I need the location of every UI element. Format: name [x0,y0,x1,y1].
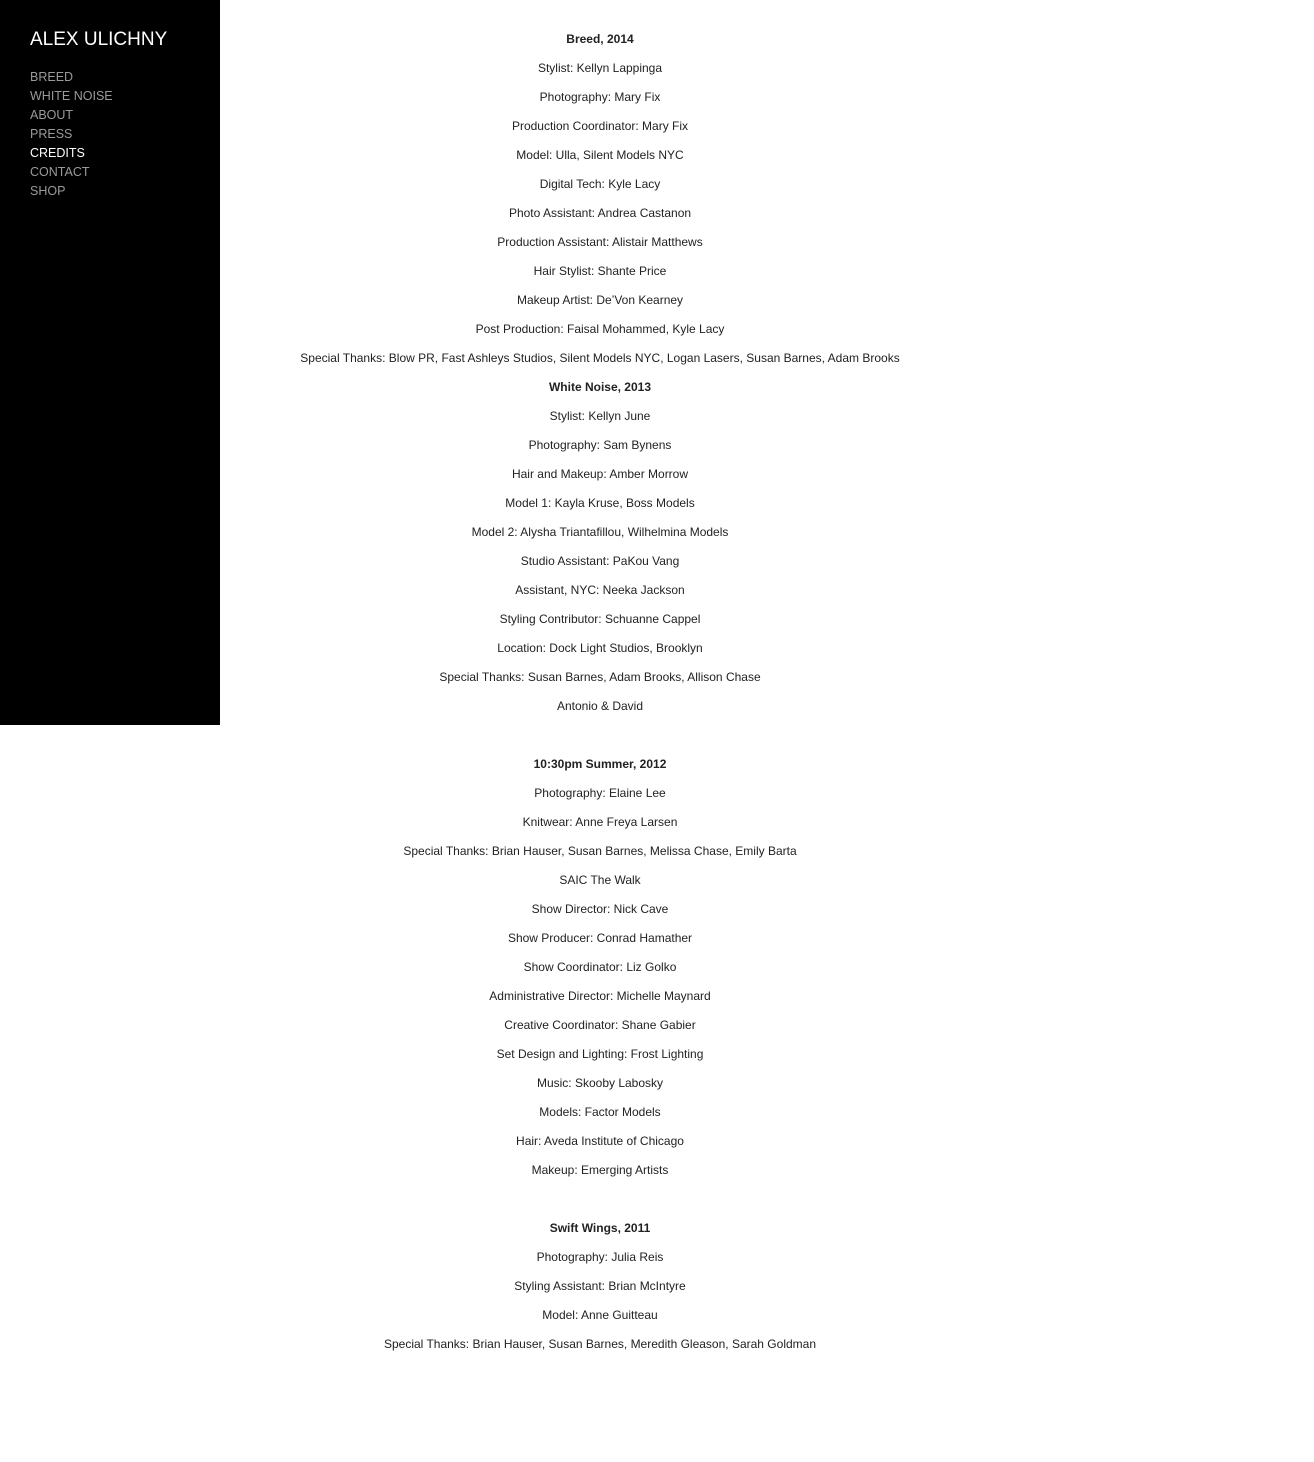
credit-line: Styling Assistant: Brian McIntyre [514,1279,686,1293]
section-spacer [220,723,980,752]
credit-line: Special Thanks: Brian Hauser, Susan Barnes, Meredith Gleason, Sarah Goldman [383,1337,816,1351]
nav-item-about[interactable]: ABOUT [30,108,74,122]
credit-line: Studio Assistant: PaKou Vang [520,554,680,568]
credit-line: Special Thanks: Blow PR, Fast Ashleys Studios, Silent Models NYC, Logan Lasers, Susan Barnes, Adam Brooks [300,351,900,365]
credit-line: Photography: Julia Reis [536,1250,664,1264]
nav-item-breed[interactable]: BREED [30,70,74,84]
credit-line: Digital Tech: Kyle Lacy [539,177,661,191]
credit-line: Model 2: Alysha Triantafillou, Wilhelmina Models [471,525,729,539]
credit-line: Stylist: Kellyn Lappinga [537,61,663,75]
credits-content [220,27,980,1361]
nav-item-contact[interactable]: CONTACT [30,165,90,179]
credit-line: Styling Contributor: Schuanne Cappel [499,612,701,626]
credit-line: Show Coordinator: Liz Golko [523,960,677,974]
section-spacer [220,1187,980,1216]
nav-item-press[interactable]: PRESS [30,127,73,141]
credit-line: Knitwear: Anne Freya Larsen [522,815,678,829]
credit-line: Special Thanks: Susan Barnes, Adam Brooks, Allison Chase [439,670,761,684]
credit-line: Special Thanks: Brian Hauser, Susan Barnes, Melissa Chase, Emily Barta [403,844,797,858]
credit-line: Makeup Artist: De’Von Kearney [516,293,684,307]
credit-line: Set Design and Lighting: Frost Lighting [496,1047,704,1061]
nav-item-shop[interactable]: SHOP [30,184,66,198]
credit-line: Makeup: Emerging Artists [531,1163,669,1177]
credit-heading-breed: Breed, 2014 [566,32,634,46]
credit-line: Post Production: Faisal Mohammed, Kyle Lacy [475,322,725,336]
credit-line: Stylist: Kellyn June [549,409,651,423]
credit-line: Photo Assistant: Andrea Castanon [508,206,692,220]
sidebar [0,0,220,725]
credit-line: Photography: Elaine Lee [534,786,666,800]
credit-line: Model: Ulla, Silent Models NYC [516,148,684,162]
credit-line: Antonio & David [556,699,644,713]
credit-line: Assistant, NYC: Neeka Jackson [515,583,685,597]
credit-line: Music: Skooby Labosky [536,1076,664,1090]
main-nav [30,68,113,201]
credit-line: Models: Factor Models [539,1105,661,1119]
credit-line: Photography: Sam Bynens [528,438,672,452]
credit-heading-white-noise: White Noise, 2013 [548,380,652,394]
site-title-link[interactable]: ALEX ULICHNY [30,29,168,50]
credit-line: SAIC The Walk [559,873,641,887]
credit-heading-swift-wings: Swift Wings, 2011 [549,1221,651,1235]
credit-line: Model: Anne Guitteau [542,1308,658,1322]
credit-line: Production Assistant: Alistair Matthews [497,235,703,249]
credit-line: Location: Dock Light Studios, Brooklyn [497,641,703,655]
nav-item-credits[interactable]: CREDITS [30,146,85,160]
credit-heading-summer: 10:30pm Summer, 2012 [533,757,667,771]
nav-item-white-noise[interactable]: WHITE NOISE [30,89,113,103]
credit-line: Show Director: Nick Cave [531,902,669,916]
credit-line: Production Coordinator: Mary Fix [511,119,689,133]
credit-line: Hair Stylist: Shante Price [533,264,667,278]
credit-line: Hair: Aveda Institute of Chicago [516,1134,684,1148]
credit-line: Model 1: Kayla Kruse, Boss Models [505,496,695,510]
credit-line: Photography: Mary Fix [539,90,661,104]
credit-line: Administrative Director: Michelle Maynard [489,989,711,1003]
credit-line: Show Producer: Conrad Hamather [507,931,693,945]
credit-line: Hair and Makeup: Amber Morrow [511,467,689,481]
credit-line: Creative Coordinator: Shane Gabier [504,1018,696,1032]
